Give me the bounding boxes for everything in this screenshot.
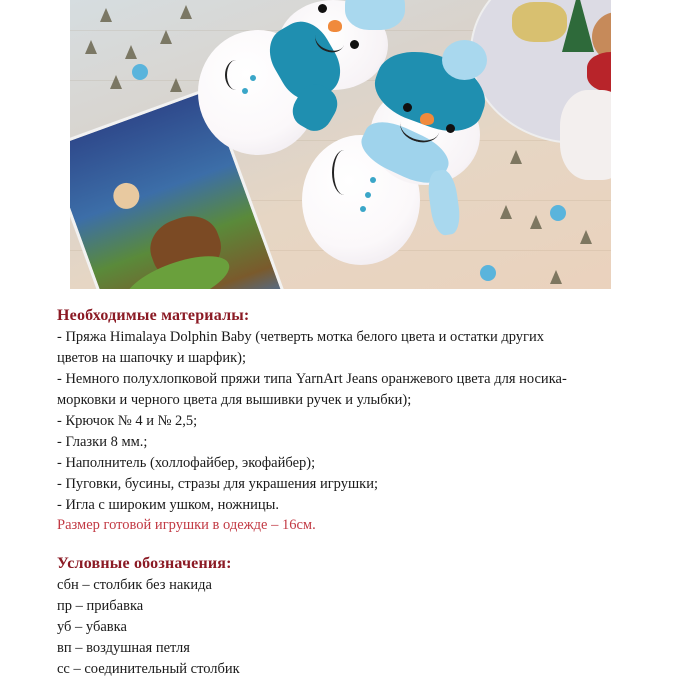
snowman-hat [345,0,405,30]
materials-line: - Глазки 8 мм.; [57,434,148,450]
legend-item: пр – прибавка [57,598,144,614]
confetti-tree-icon [100,8,112,22]
confetti-tree-icon [180,5,192,19]
confetti-tree-icon [160,30,172,44]
pompom-ball [132,64,148,80]
confetti-tree-icon [110,75,122,89]
legend-heading: Условные обозначения: [57,555,232,572]
confetti-tree-icon [125,45,137,59]
confetti-tree-icon [530,215,542,229]
postcard-star [110,179,143,212]
materials-line: морковки и черного цвета для вышивки ручек и улыбки); [57,392,412,408]
materials-line: - Немного полухлопковой пряжи типа YarnArt Jeans оранжевого цвета для носика- [57,371,567,387]
size-note: Размер готовой игрушки в одежде – 16см. [57,517,316,533]
legend-item: сбн – столбик без накида [57,577,212,593]
snowman-button [370,177,376,183]
legend-item: вп – воздушная петля [57,640,190,656]
snowman-scarf-tail [426,168,463,236]
pompom-ball [550,205,566,221]
plate-bear-coat [587,52,611,92]
confetti-tree-icon [85,40,97,54]
snowman-photo [70,0,611,289]
snowman-button [242,88,248,94]
materials-line: - Игла с широким ушком, ножницы. [57,497,279,513]
confetti-tree-icon [550,270,562,284]
materials-line: - Пуговки, бусины, стразы для украшения игрушки; [57,476,378,492]
confetti-tree-icon [170,78,182,92]
pompom-ball [480,265,496,281]
materials-heading: Необходимые материалы: [57,307,250,324]
snowman-eye [446,124,455,133]
snowman-arm [332,150,356,195]
plate-figure [512,2,567,42]
snowman-hat-pompom [442,40,487,80]
confetti-tree-icon [500,205,512,219]
materials-line: - Пряжа Himalaya Dolphin Baby (четверть мотка белого цвета и остатки других [57,329,544,345]
snowman-button [250,75,256,81]
plate-christmas-tree [562,0,594,52]
legend-item: уб – убавка [57,619,127,635]
materials-line: цветов на шапочку и шарфик); [57,350,246,366]
materials-line: - Крючок № 4 и № 2,5; [57,413,198,429]
materials-line: - Наполнитель (холлофайбер, экофайбер); [57,455,316,471]
legend-item: сс – соединительный столбик [57,661,240,677]
snowman-eye [318,4,327,13]
knitted-mitten [560,90,611,180]
confetti-tree-icon [510,150,522,164]
snowman-eye [350,40,359,49]
snowman-arm [225,60,247,90]
confetti-tree-icon [580,230,592,244]
snowman-button [360,206,366,212]
snowman-button [365,192,371,198]
